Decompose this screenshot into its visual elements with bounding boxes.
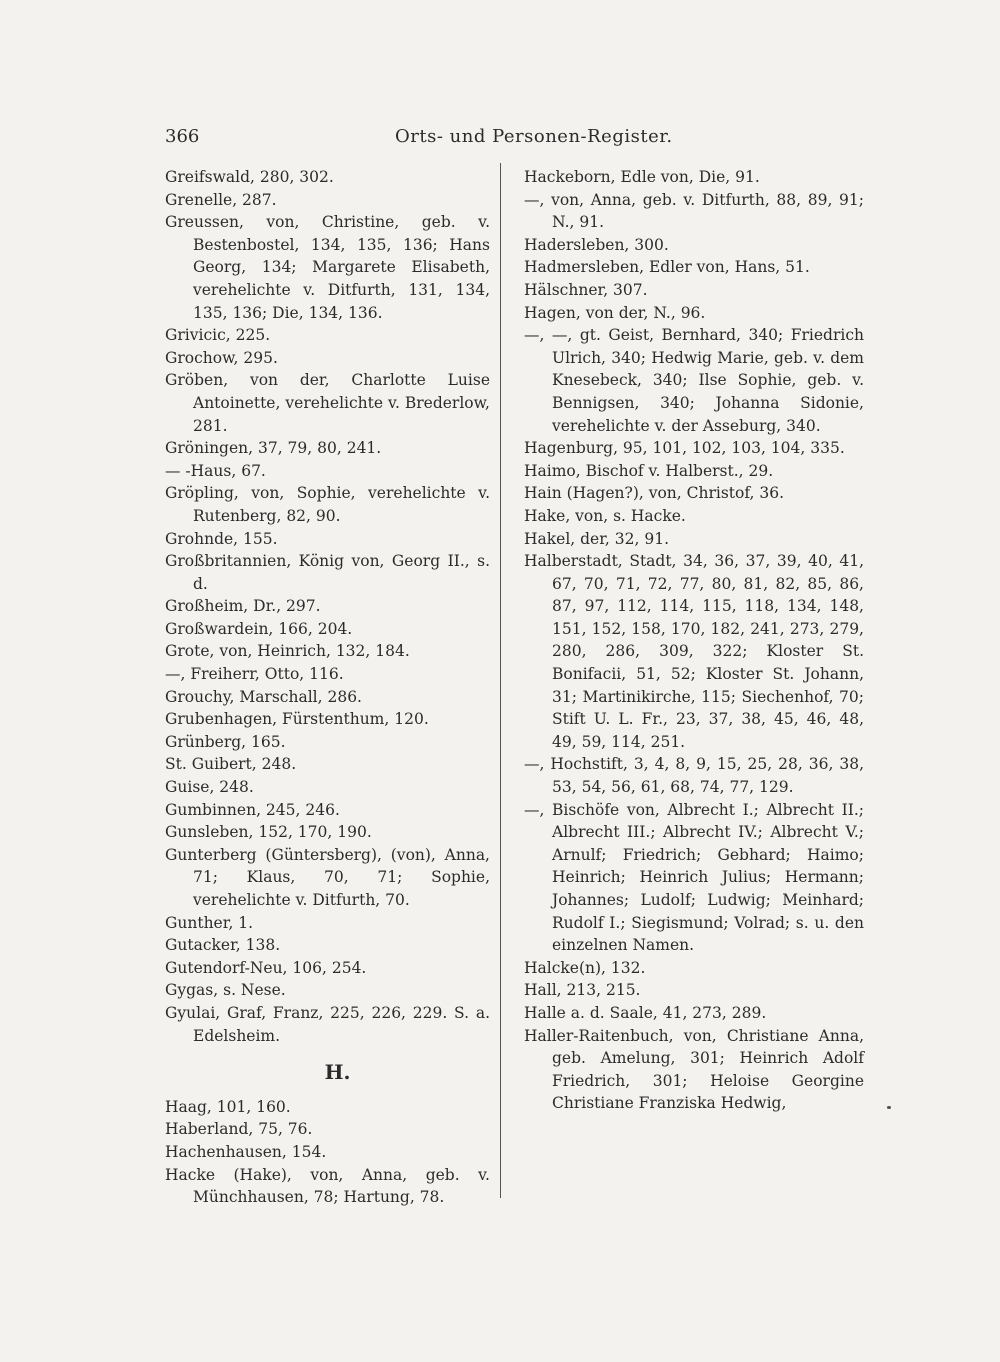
index-entry: —, Bischöfe von, Albrecht I.; Albrecht II.; Albrecht III.; Albrecht IV.; Albrecht V.; Arnulf; Friedrich; Gebhard; Haimo; Heinrich; Heinrich Julius; Hermann; Johannes; Ludolf; Ludwig; Meinhard; Rudolf I.; Siegismund; Volrad; s. u. den einzelnen Namen. xyxy=(524,800,864,955)
index-entry: Haimo, Bischof v. Halberst., 29. xyxy=(524,461,774,480)
index-entry: Grünberg, 165. xyxy=(165,732,286,751)
index-entry: Großwardein, 166, 204. xyxy=(165,619,353,638)
index-entry: Grivicic, 225. xyxy=(165,326,271,345)
index-entry: Grouchy, Marschall, 286. xyxy=(165,687,362,706)
index-entry: Gröben, von der, Charlotte Luise Antoinette, verehelichte v. Brederlow, 281. xyxy=(165,371,490,435)
index-entry: Hadmersleben, Edler von, Hans, 51. xyxy=(524,258,810,277)
index-entry: Hadersleben, 300. xyxy=(524,235,669,254)
left-entries-after-section xyxy=(165,1096,490,1209)
index-entry: Gunterberg (Güntersberg), (von), Anna, 71; Klaus, 70, 71; Sophie, verehelichte v. Ditfurth, 70. xyxy=(165,845,490,909)
index-entry: Grubenhagen, Fürstenthum, 120. xyxy=(165,710,429,729)
index-entry: Hachenhausen, 154. xyxy=(165,1142,327,1161)
index-entry: Grochow, 295. xyxy=(165,348,278,367)
page-number: 366 xyxy=(165,126,200,147)
index-entry: Halle a. d. Saale, 41, 273, 289. xyxy=(524,1003,767,1022)
index-entry: —, von, Anna, geb. v. Ditfurth, 88, 89, 91; N., 91. xyxy=(524,190,864,232)
index-entry: Haag, 101, 160. xyxy=(165,1097,291,1116)
index-entry: Guise, 248. xyxy=(165,778,254,797)
index-entry: Grote, von, Heinrich, 132, 184. xyxy=(165,642,410,661)
index-entry: Greifswald, 280, 302. xyxy=(165,168,334,186)
index-entry: Hacke (Hake), von, Anna, geb. v. Münchhausen, 78; Hartung, 78. xyxy=(165,1165,490,1207)
index-entry: Hagenburg, 95, 101, 102, 103, 104, 335. xyxy=(524,439,845,458)
index-entry: —, —, gt. Geist, Bernhard, 340; Friedrich Ulrich, 340; Hedwig Marie, geb. v. dem Knesebeck, 340; Ilse Sophie, geb. v. Bennigsen, 340; Johanna Sidonie, verehelichte v. der Asseburg, 340. xyxy=(524,326,864,435)
index-entry: Greussen, von, Christine, geb. v. Bestenbostel, 134, 135, 136; Hans Georg, 134; Margarete Elisabeth, verehelichte v. Ditfurth, 131, 134, 135, 136; Die, 134, 136. xyxy=(165,213,490,322)
index-entry: —, Hochstift, 3, 4, 8, 9, 15, 25, 28, 36, 38, 53, 54, 56, 61, 68, 74, 77, 129. xyxy=(524,755,864,797)
index-entry: —, Freiherr, Otto, 116. xyxy=(165,665,344,684)
column-divider xyxy=(500,163,501,1198)
index-entry: Gyulai, Graf, Franz, 225, 226, 229. S. a. Edelsheim. xyxy=(165,1003,490,1045)
index-entry: Gutendorf-Neu, 106, 254. xyxy=(165,958,367,977)
index-entry: Halberstadt, Stadt, 34, 36, 37, 39, 40, 41, 67, 70, 71, 72, 77, 80, 81, 82, 85, 86, 87, 97, 112, 114, 115, 118, 134, 148, 151, 152, 158, 170, 182, 241, 273, 279, 280, 286, 309, 322; Kloster St. Bonifacii, 51, 52; Kloster St. Johann, 31; Martinikirche, 115; Siechenhof, 70; Stift U. L. Fr., 23, 37, 38, 45, 46, 48, 49, 59, 114, 251. xyxy=(524,552,864,751)
index-entry: Hake, von, s. Hacke. xyxy=(524,506,686,525)
index-entry: Gutacker, 138. xyxy=(165,936,281,955)
index-entry: Hakel, der, 32, 91. xyxy=(524,529,670,548)
index-entry: Hain (Hagen?), von, Christof, 36. xyxy=(524,484,785,503)
running-title: Orts- und Personen-Register. xyxy=(395,126,673,147)
index-entry: Haller-Raitenbuch, von, Christiane Anna, geb. Amelung, 301; Heinrich Adolf Friedrich, 301; Heloise Georgine Christiane Franziska Hedwig, xyxy=(524,1026,864,1113)
index-entry: Grenelle, 287. xyxy=(165,190,277,209)
page-header xyxy=(165,126,865,150)
index-entry: Großheim, Dr., 297. xyxy=(165,597,321,616)
index-entry: Gröningen, 37, 79, 80, 241. xyxy=(165,439,382,458)
index-entry: — -Haus, 67. xyxy=(165,461,266,480)
index-entry: Gröpling, von, Sophie, verehelichte v. Rutenberg, 82, 90. xyxy=(165,484,490,525)
section-letter: H. xyxy=(324,1060,351,1085)
index-entry: Hälschner, 307. xyxy=(524,280,648,299)
index-entry: Gunsleben, 152, 170, 190. xyxy=(165,823,372,842)
index-entry: Hackeborn, Edle von, Die, 91. xyxy=(524,168,760,186)
left-column xyxy=(165,166,490,1209)
index-entry: Gygas, s. Nese. xyxy=(165,981,286,1000)
index-entry: Hall, 213, 215. xyxy=(524,981,641,1000)
index-entry: Grohnde, 155. xyxy=(165,529,278,548)
left-entries xyxy=(165,166,490,1047)
right-column xyxy=(524,166,864,1115)
index-entry: Großbritannien, König von, Georg II., s. d. xyxy=(165,552,490,593)
index-entry: Gunther, 1. xyxy=(165,913,254,932)
ink-speck xyxy=(887,1106,891,1109)
index-entry: Haberland, 75, 76. xyxy=(165,1120,313,1139)
index-entry: Gumbinnen, 245, 246. xyxy=(165,800,340,819)
right-entries xyxy=(524,166,864,1115)
index-entry: St. Guibert, 248. xyxy=(165,755,297,774)
index-entry: Hagen, von der, N., 96. xyxy=(524,303,706,322)
index-entry: Halcke(n), 132. xyxy=(524,958,646,977)
